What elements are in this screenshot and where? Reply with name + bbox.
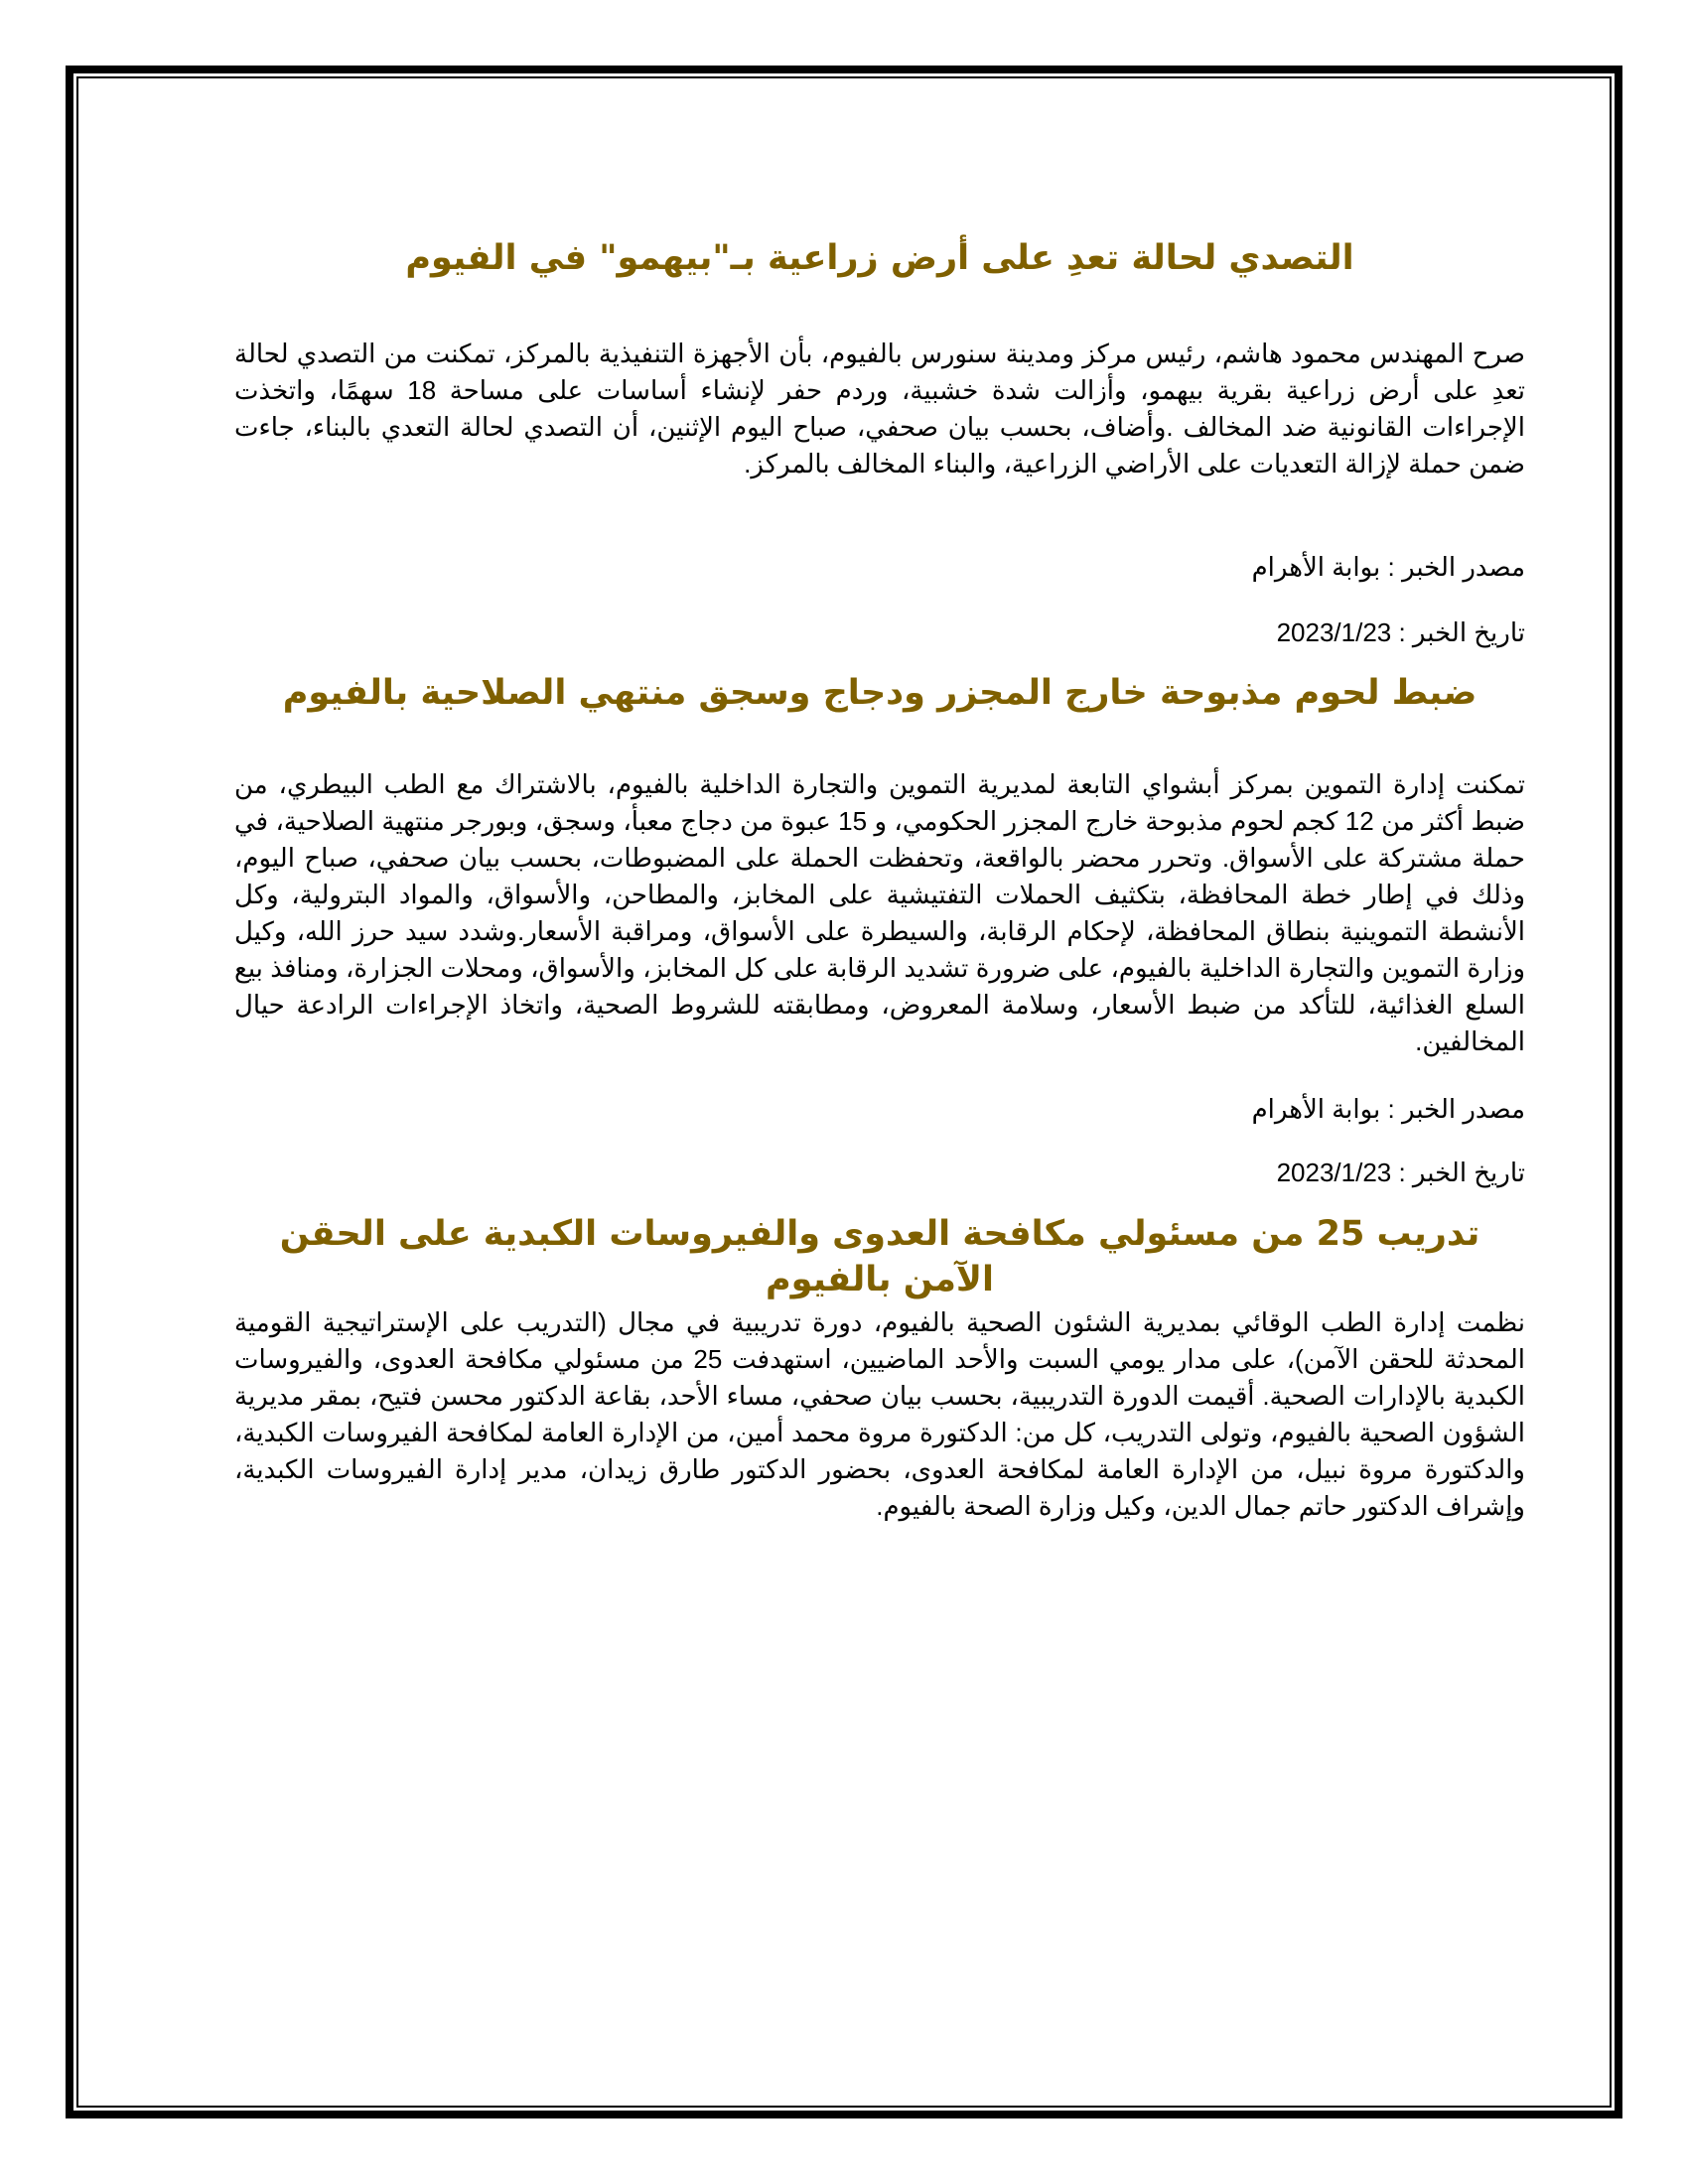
separator: : [1391,1158,1413,1187]
article-body: صرح المهندس محمود هاشم، رئيس مركز ومدينة سنورس بالفيوم، بأن الأجهزة التنفيذية بالمركز، تمكنت من التصدي لحالة تعدِ على أرض زراعية بقرية بيهمو، وأزالت شدة خشبية، وردم حفر لإنشاء أساسات على مساحة 18 سهمًا، واتخذت الإجراءات القانونية ضد المخالف .وأضاف، بحسب بيان صحفي، صباح اليوم الإثنين، أن التصدي لحالة التعدي بالبناء، جاءت ضمن حملة لإزالة التعديات على الأراضي الزراعية، والبناء المخالف بالمركز. [234,339,1526,478]
article-title: ضبط لحوم مذبوحة خارج المجزر ودجاج وسجق منتهي الصلاحية بالفيوم [282,673,1477,713]
news-article [234,234,1525,649]
news-date-value: 2023/1/23 [1276,1158,1392,1187]
news-date-line [234,615,1525,649]
news-date-value: 2023/1/23 [1276,617,1392,647]
news-article [234,669,1525,1189]
news-article [234,1211,1525,1525]
news-source-value: بوابة الأهرام [1251,1094,1381,1124]
news-source-line [234,1092,1525,1126]
news-date-label: تاريخ الخبر [1412,617,1525,647]
article-body: تمكنت إدارة التموين بمركز أبشواي التابعة لمديرية التموين والتجارة الداخلية بالفيوم، بالاشتراك مع الطب البيطري، من ضبط أكثر من 12 كجم لحوم مذبوحة خارج المجزر الحكومي، و 15 عبوة من دجاج معبأ، وسجق، وبورجر منتهية الصلاحية، في حملة مشتركة على الأسواق. وتحرر محضر بالواقعة، وتحفظت الحملة على المضبوطات، بحسب بيان صحفي، صباح اليوم، وذلك في إطار خطة المحافظة، بتكثيف الحملات التفتيشية على المخابز، والمطاحن، والأسواق، والمواد البترولية، وكل الأنشطة التموينية بنطاق المحافظة، لإحكام الرقابة، والسيطرة على الأسواق، ومراقبة الأسعار.وشدد سيد حرز الله، وكيل وزارة التموين والتجارة الداخلية بالفيوم، على ضرورة تشديد الرقابة على كل المخابز، والأسواق، ومحلات الجزارة، ومنافذ بيع السلع الغذائية، للتأكد من ضبط الأسعار، وسلامة المعروض، ومطابقته للشروط الصحية، واتخاذ الإجراءات الرادعة حيال المخالفين. [234,769,1526,1056]
news-date-line [234,1156,1525,1189]
news-source-label: مصدر الخبر [1401,552,1525,582]
separator: : [1380,1094,1402,1124]
news-source-line [234,550,1525,584]
article-title: التصدي لحالة تعدِ على أرض زراعية بـ"بيهمو" في الفيوم [405,238,1354,278]
article-body: نظمت إدارة الطب الوقائي بمديرية الشئون الصحية بالفيوم، دورة تدريبية في مجال (التدريب على الإستراتيجية القومية المحدثة للحقن الآمن)، على مدار يومي السبت والأحد الماضيين، استهدفت 25 من مسئولي مكافحة العدوى، والفيروسات الكبدية بالإدارات الصحية. أقيمت الدورة التدريبية، بحسب بيان صحفي، مساء الأحد، بقاعة الدكتور محسن فتيح، بمقر مديرية الشؤون الصحية بالفيوم، وتولى التدريب، كل من: الدكتورة مروة محمد أمين، من الإدارة العامة لمكافحة الفيروسات الكبدية، والدكتورة مروة نبيل، من الإدارة العامة لمكافحة العدوى، بحضور الدكتور طارق زيدان، مدير إدارة الفيروسات الكبدية، وإشراف الدكتور حاتم جمال الدين، وكيل وزارة الصحة بالفيوم. [234,1307,1526,1521]
separator: : [1380,552,1402,582]
news-date-label: تاريخ الخبر [1412,1158,1525,1187]
article-title: تدريب 25 من مسئولي مكافحة العدوى والفيروسات الكبدية على الحقن الآمن بالفيوم [279,1214,1480,1299]
news-source-label: مصدر الخبر [1401,1094,1525,1124]
news-source-value: بوابة الأهرام [1251,552,1381,582]
separator: : [1391,617,1413,647]
document-page [234,228,1525,1525]
